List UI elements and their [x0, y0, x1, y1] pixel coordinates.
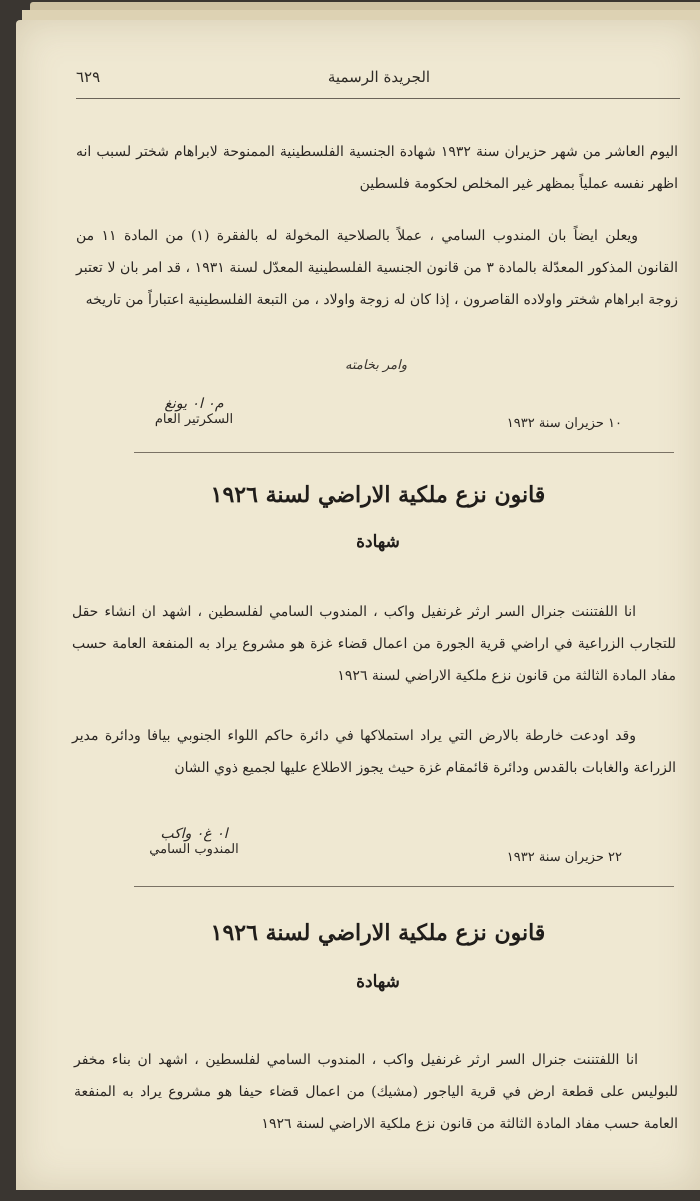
document-page	[16, 20, 700, 1190]
journal-title: الجريدة الرسمية	[327, 68, 431, 86]
signature-title: المندوب السامي	[149, 842, 239, 857]
notice2-paragraph1: انا اللفتننت جنرال السر ارثر غرنفيل واكب ، المندوب السامي لفلسطين ، اشهد ان انشاء حقل للتجارب الزراعية في اراضي قرية الجورة من اعمال قضاء غزة هو مشروع يراد به المنفعة العامة حسب مفاد المادة الثالثة من قانون نزع ملكية الاراضي لسنة ١٩٢٦	[72, 604, 676, 684]
notice2-signature	[134, 826, 254, 857]
notice2-heading: قانون نزع ملكية الاراضي لسنة ١٩٢٦	[210, 482, 546, 508]
notice1-paragraph2: ويعلن ايضاً بان المندوب السامي ، عملاً بالصلاحية المخولة له بالفقرة (١) من المادة ١١ من القانون المذكور المعدّلة بالمادة ٣ من قانون الجنسية الفلسطينية المعدّل لسنة ١٩٣١ ، قد امر بان لا تعتبر زوجة ابراهام شختر واولاده القاصرون ، إذا كان له زوجة واولاد ، من التبعة الفلسطينية اعتباراً من تاريخه	[76, 228, 678, 308]
notice1-date: ١٠ حزيران سنة ١٩٣٢	[506, 416, 622, 431]
notice2-date: ٢٢ حزيران سنة ١٩٣٢	[506, 850, 622, 865]
signature-name: م٠ ا٠ يونغ	[164, 396, 224, 412]
notice1-paragraph1: اليوم العاشر من شهر حزيران سنة ١٩٣٢ شهادة الجنسية الفلسطينية الممنوحة لابراهام شختر لسبب انه اظهر نفسه عملياً بمظهر غير المخلص لحكومة فلسطين	[76, 144, 678, 192]
notice2-paragraph2: وقد اودعت خارطة بالارض التي يراد استملاكها في دائرة حاكم اللواء الجنوبي بيافا ودائرة مدير الزراعة والغابات بالقدس ودائرة قائمقام غزة حيث يجوز الاطلاع عليها لجميع ذوي الشان	[72, 728, 676, 776]
notice3-heading: قانون نزع ملكية الاراضي لسنة ١٩٢٦	[210, 920, 546, 946]
page-number: ٦٢٩	[76, 68, 101, 86]
section-divider	[134, 886, 674, 887]
notice3-paragraph1: انا اللفتننت جنرال السر ارثر غرنفيل واكب ، المندوب السامي لفلسطين ، اشهد ان بناء مخفر للبوليس على قطعة ارض في قرية الياجور (مشيك) من اعمال قضاء حيفا هو مشروع يراد به المنفعة العامة حسب مفاد المادة الثالثة من قانون نزع ملكية الاراضي لسنة ١٩٢٦	[74, 1052, 678, 1132]
signature-title: السكرتير العام	[154, 412, 234, 427]
header-rule	[76, 98, 680, 99]
notice1-signature	[134, 396, 254, 427]
page-header	[76, 68, 682, 92]
signature-name: ا٠ غ٠ واكب	[160, 826, 228, 842]
order-note: وامر بخامته	[345, 358, 407, 373]
notice3-subheading: شهادة	[356, 972, 400, 992]
notice2-subheading: شهادة	[356, 532, 400, 552]
section-divider	[134, 452, 674, 453]
